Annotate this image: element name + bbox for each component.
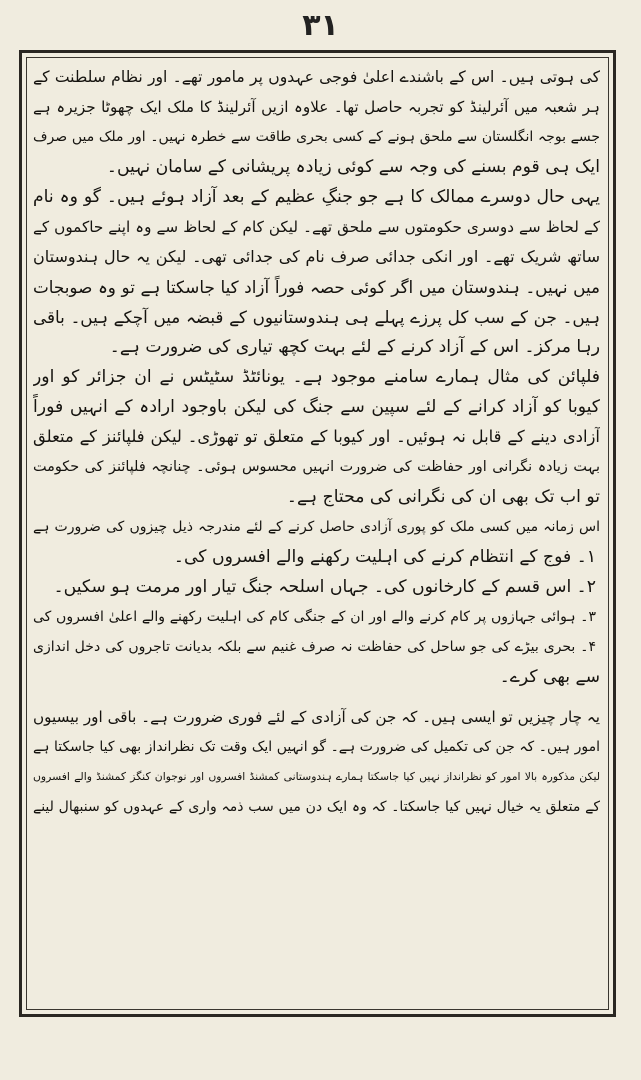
body-text — [33, 62, 600, 1007]
text-line: آزادی دینے کے قابل نہ ہوئیں۔ اور کیوبا کے متعلق تو تھوڑی۔ لیکن فلپائنز کے متعلق — [33, 427, 600, 446]
text-line: ہر شعبہ میں آئرلینڈ کو تجربہ حاصل تھا۔ علاوہ ازیں آئرلینڈ کا ملک ایک چھوٹا جزیرہ ہے — [33, 98, 600, 116]
text-line: سے بھی کرے۔ — [499, 667, 600, 687]
text-line: یہی حال دوسرے ممالک کا ہے جو جنگِ عظیم کے بعد آزاد ہوئے ہیں۔ گو وہ نام — [33, 187, 600, 207]
text-line: بہت زیادہ نگرانی اور حفاظت کی ضرورت انہیں محسوس ہوئی۔ چنانچہ فلپائنز کی حکومت — [33, 459, 600, 475]
list-item: ۲۔ اس قسم کے کارخانوں کی۔ جہاں اسلحہ جنگ تیار اور مرمت ہو سکیں۔ — [53, 577, 596, 597]
text-line: امور ہیں۔ کہ جن کی تکمیل کی ضرورت ہے۔ گو انہیں ایک وقت تک نظرانداز بھی کیا جاسکتا ہے — [33, 739, 600, 755]
text-line: رہا مرکز۔ اس کے آزاد کرنے کے لئے بہت کچھ تیاری کی ضرورت ہے۔ — [109, 337, 600, 357]
text-line: کیوبا کو آزاد کرانے کے لئے سپین سے جنگ کی لیکن باوجود ارادہ کے انہیں فوراً — [33, 397, 600, 417]
text-line: کی ہوتی ہیں۔ اس کے باشندے اعلیٰ فوجی عہدوں پر مامور تھے۔ اور نظام سلطنت کے — [33, 68, 600, 86]
text-line: لیکن مذکورہ بالا امور کو نظرانداز نہیں کیا جاسکتا ہمارے ہندوستانی کمشنڈ افسروں اور نوجوان کنگز کمشنڈ والے افسروں — [33, 770, 600, 783]
list-item: ۴۔ بحری بیڑے کی جو ساحل کی حفاظت نہ صرف غنیم سے بلکہ بدیانت تاجروں کی دخل اندازی — [33, 639, 596, 655]
text-line: ساتھ شریک تھے۔ اور انکی جدائی صرف نام کی جدائی تھی۔ لیکن یہ حال ہندوستان — [33, 247, 600, 266]
text-line: میں نہیں۔ ہندوستان میں اگر کوئی حصہ فوراً آزاد کیا جاسکتا ہے تو وہ صوبجات — [33, 277, 600, 297]
text-line: کے لحاظ سے دوسری حکومتوں سے ملحق تھے۔ لیکن کام کے لحاظ سے وہ اپنے حاکموں کے — [33, 218, 600, 236]
text-line: جسے بوجہ انگلستان سے ملحق ہونے کے کسی بحری طاقت سے خطرہ نہیں۔ اور ملک میں صرف — [33, 129, 600, 145]
text-line: فلپائن کی مثال ہمارے سامنے موجود ہے۔ یونائٹڈ سٹیٹس نے ان جزائر کو اور — [33, 367, 600, 387]
text-line: کے متعلق یہ خیال نہیں کیا جاسکتا۔ کہ وہ ایک دن میں سب ذمہ واری کے عہدوں کو سنبھال لینے — [33, 799, 600, 815]
list-item: ۳۔ ہوائی جہازوں پر کام کرنے والے اور ان کے جنگی کام کی اہلیت رکھنے والے اعلیٰ افسروں کی — [33, 609, 596, 625]
text-line: ایک ہی قوم بسنے کی وجہ سے کوئی زیادہ پریشانی کے سامان نہیں۔ — [106, 157, 600, 177]
text-line: یہ چار چیزیں تو ایسی ہیں۔ کہ جن کی آزادی کے لئے فوری ضرورت ہے۔ باقی اور بیسیوں — [33, 708, 600, 726]
text-line: اس زمانہ میں کسی ملک کو پوری آزادی حاصل کرنے کے لئے مندرجہ ذیل چیزوں کی ضرورت ہے — [33, 519, 600, 535]
page-number: ۳۱ — [302, 8, 339, 43]
text-line: ہیں۔ جن کے سب کل پرزے پہلے ہی ہندوستانیوں کے قبضہ میں آچکے ہیں۔ باقی — [33, 307, 600, 327]
list-item: ۱۔ فوج کے انتظام کرنے کی اہلیت رکھنے والے افسروں کی۔ — [173, 547, 596, 567]
text-line: تو اب تک بھی ان کی نگرانی کی محتاج ہے۔ — [286, 487, 600, 507]
